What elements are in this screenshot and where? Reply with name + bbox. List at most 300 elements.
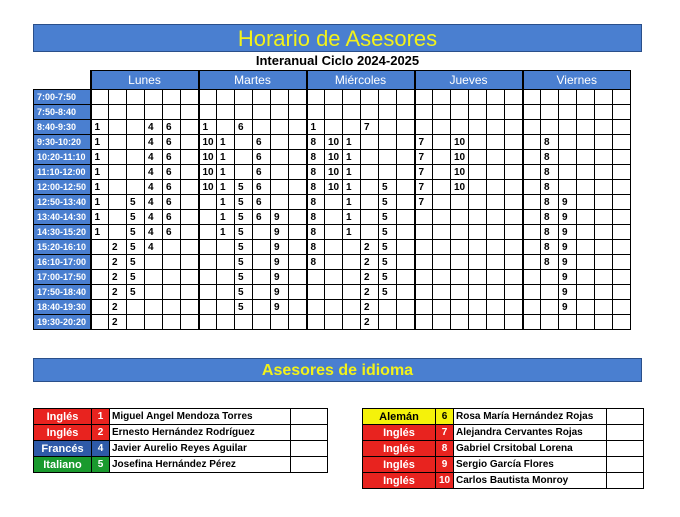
- schedule-cell: [523, 240, 541, 255]
- schedule-cell: [487, 180, 505, 195]
- schedule-cell: [343, 240, 361, 255]
- schedule-cell: [487, 285, 505, 300]
- advisor-number: 10: [436, 473, 454, 489]
- schedule-row: [34, 240, 631, 255]
- schedule-cell: 8: [307, 195, 325, 210]
- advisor-language: Inglés: [363, 457, 436, 473]
- schedule-cell: [289, 225, 307, 240]
- schedule-cell: [487, 105, 505, 120]
- schedule-cell: [415, 315, 433, 330]
- schedule-cell: 5: [379, 195, 397, 210]
- schedule-cell: 6: [253, 135, 271, 150]
- schedule-cell: [433, 120, 451, 135]
- schedule-cell: 6: [253, 180, 271, 195]
- schedule-cell: [235, 150, 253, 165]
- schedule-cell: [181, 300, 199, 315]
- schedule-cell: 9: [271, 285, 289, 300]
- schedule-cell: [595, 255, 613, 270]
- schedule-cell: [343, 255, 361, 270]
- schedule-cell: [523, 285, 541, 300]
- schedule-cell: [343, 285, 361, 300]
- schedule-cell: [613, 105, 631, 120]
- schedule-cell: [289, 255, 307, 270]
- day-header-row: [34, 71, 631, 90]
- schedule-cell: 10: [451, 180, 469, 195]
- schedule-cell: [397, 90, 415, 105]
- schedule-cell: [595, 105, 613, 120]
- schedule-cell: [289, 150, 307, 165]
- schedule-cell: [181, 285, 199, 300]
- schedule-cell: [271, 180, 289, 195]
- schedule-cell: [523, 105, 541, 120]
- schedule-cell: [505, 120, 523, 135]
- schedule-cell: [163, 105, 181, 120]
- schedule-cell: 10: [199, 150, 217, 165]
- schedule-cell: [271, 90, 289, 105]
- advisor-blank-cell: [607, 457, 644, 473]
- advisor-blank-cell: [291, 425, 328, 441]
- schedule-cell: 8: [541, 225, 559, 240]
- schedule-cell: [289, 165, 307, 180]
- schedule-cell: [415, 285, 433, 300]
- schedule-cell: [361, 165, 379, 180]
- schedule-cell: [325, 90, 343, 105]
- schedule-cell: [361, 225, 379, 240]
- schedule-cell: [253, 285, 271, 300]
- schedule-cell: [199, 240, 217, 255]
- schedule-cell: [91, 240, 109, 255]
- schedule-cell: [505, 270, 523, 285]
- schedule-cell: [361, 135, 379, 150]
- schedule-cell: [505, 210, 523, 225]
- schedule-cell: [577, 285, 595, 300]
- schedule-cell: [523, 180, 541, 195]
- schedule-cell: [217, 315, 235, 330]
- schedule-cell: 8: [541, 240, 559, 255]
- advisor-row: [363, 409, 644, 425]
- schedule-cell: [505, 105, 523, 120]
- schedule-cell: [451, 285, 469, 300]
- schedule-cell: [127, 105, 145, 120]
- schedule-cell: [289, 315, 307, 330]
- schedule-cell: [523, 300, 541, 315]
- schedule-cell: [469, 180, 487, 195]
- schedule-cell: 10: [199, 180, 217, 195]
- schedule-cell: [361, 105, 379, 120]
- schedule-cell: [289, 90, 307, 105]
- schedule-cell: [559, 90, 577, 105]
- schedule-cell: [469, 225, 487, 240]
- schedule-cell: 5: [235, 255, 253, 270]
- schedule-cell: [397, 165, 415, 180]
- schedule-cell: 6: [163, 195, 181, 210]
- schedule-cell: [127, 135, 145, 150]
- schedule-cell: 6: [163, 120, 181, 135]
- schedule-cell: [145, 255, 163, 270]
- schedule-cell: [505, 135, 523, 150]
- schedule-row: [34, 255, 631, 270]
- schedule-cell: [469, 240, 487, 255]
- schedule-cell: [253, 225, 271, 240]
- schedule-cell: [217, 105, 235, 120]
- schedule-cell: [361, 210, 379, 225]
- schedule-cell: [613, 270, 631, 285]
- page-subtitle: Interanual Ciclo 2024-2025: [255, 53, 420, 68]
- schedule-cell: [361, 90, 379, 105]
- schedule-cell: 2: [109, 255, 127, 270]
- schedule-cell: [577, 300, 595, 315]
- schedule-cell: [595, 300, 613, 315]
- schedule-cell: 9: [559, 195, 577, 210]
- schedule-cell: [253, 300, 271, 315]
- schedule-cell: [379, 315, 397, 330]
- schedule-cell: 6: [253, 195, 271, 210]
- schedule-cell: 1: [217, 150, 235, 165]
- schedule-row: [34, 195, 631, 210]
- schedule-cell: 4: [145, 210, 163, 225]
- schedule-cell: [253, 255, 271, 270]
- advisor-row: [363, 457, 644, 473]
- schedule-cell: [595, 270, 613, 285]
- advisor-number: 9: [436, 457, 454, 473]
- advisor-language: Inglés: [363, 441, 436, 457]
- schedule-row: [34, 180, 631, 195]
- schedule-cell: 1: [91, 225, 109, 240]
- schedule-cell: [613, 240, 631, 255]
- schedule-cell: 5: [379, 240, 397, 255]
- schedule-cell: [523, 270, 541, 285]
- schedule-cell: [109, 135, 127, 150]
- schedule-cell: [505, 165, 523, 180]
- schedule-cell: 6: [163, 225, 181, 240]
- schedule-cell: [433, 135, 451, 150]
- schedule-cell: [577, 180, 595, 195]
- schedule-cell: 8: [307, 135, 325, 150]
- schedule-cell: [487, 300, 505, 315]
- schedule-cell: 7: [415, 165, 433, 180]
- schedule-cell: [595, 120, 613, 135]
- schedule-cell: [469, 120, 487, 135]
- schedule-cell: [577, 195, 595, 210]
- schedule-cell: [181, 315, 199, 330]
- schedule-cell: [487, 210, 505, 225]
- advisor-language: Inglés: [34, 409, 92, 425]
- schedule-cell: [487, 240, 505, 255]
- schedule-cell: 9: [271, 270, 289, 285]
- schedule-cell: [487, 120, 505, 135]
- schedule-cell: [397, 120, 415, 135]
- schedule-cell: [505, 285, 523, 300]
- schedule-cell: 8: [541, 135, 559, 150]
- schedule-cell: [127, 120, 145, 135]
- advisor-row: [363, 473, 644, 489]
- schedule-cell: [235, 90, 253, 105]
- schedule-cell: [397, 300, 415, 315]
- schedule-cell: [307, 300, 325, 315]
- schedule-cell: [91, 285, 109, 300]
- schedule-cell: 7: [415, 135, 433, 150]
- schedule-cell: [451, 90, 469, 105]
- schedule-cell: [199, 285, 217, 300]
- schedule-cell: [361, 150, 379, 165]
- schedule-cell: 6: [163, 210, 181, 225]
- schedule-cell: 1: [91, 135, 109, 150]
- schedule-cell: 1: [343, 135, 361, 150]
- advisor-row: [363, 441, 644, 457]
- schedule-cell: 9: [271, 210, 289, 225]
- advisor-name: Alejandra Cervantes Rojas: [454, 425, 607, 441]
- schedule-cell: [415, 120, 433, 135]
- schedule-cell: [253, 240, 271, 255]
- schedule-cell: [595, 90, 613, 105]
- schedule-cell: [199, 210, 217, 225]
- schedule-cell: 5: [127, 270, 145, 285]
- time-slot: 8:40-9:30: [34, 120, 91, 135]
- advisor-row: [34, 457, 328, 473]
- schedule-cell: [379, 165, 397, 180]
- schedule-cell: 5: [235, 180, 253, 195]
- schedule-cell: 6: [253, 150, 271, 165]
- schedule-cell: 8: [541, 165, 559, 180]
- schedule-cell: 10: [325, 180, 343, 195]
- schedule-cell: [469, 165, 487, 180]
- schedule-cell: 9: [559, 300, 577, 315]
- schedule-cell: [325, 255, 343, 270]
- schedule-row: [34, 105, 631, 120]
- schedule-cell: 9: [271, 255, 289, 270]
- schedule-cell: [199, 270, 217, 285]
- schedule-cell: [523, 150, 541, 165]
- schedule-cell: [253, 90, 271, 105]
- schedule-cell: [541, 285, 559, 300]
- schedule-cell: 1: [343, 165, 361, 180]
- advisor-blank-cell: [607, 409, 644, 425]
- schedule-row: [34, 135, 631, 150]
- schedule-cell: [181, 120, 199, 135]
- schedule-cell: [613, 195, 631, 210]
- schedule-cell: 8: [541, 150, 559, 165]
- schedule-cell: [307, 90, 325, 105]
- schedule-cell: 1: [343, 195, 361, 210]
- advisor-row: [34, 425, 328, 441]
- schedule-cell: 5: [127, 210, 145, 225]
- schedule-cell: [613, 225, 631, 240]
- schedule-cell: [451, 120, 469, 135]
- schedule-cell: 10: [325, 165, 343, 180]
- schedule-cell: [235, 105, 253, 120]
- schedule-cell: 6: [253, 165, 271, 180]
- schedule-cell: [127, 315, 145, 330]
- schedule-cell: [451, 315, 469, 330]
- schedule-cell: [343, 300, 361, 315]
- schedule-cell: 1: [343, 210, 361, 225]
- schedule-cell: 4: [145, 150, 163, 165]
- schedule-cell: 6: [163, 165, 181, 180]
- schedule-cell: [145, 90, 163, 105]
- schedule-cell: 5: [379, 255, 397, 270]
- schedule-cell: 8: [541, 210, 559, 225]
- time-slot: 7:50-8:40: [34, 105, 91, 120]
- schedule-cell: [307, 105, 325, 120]
- schedule-cell: [397, 150, 415, 165]
- schedule-cell: [523, 120, 541, 135]
- schedule-cell: [577, 240, 595, 255]
- schedule-cell: 8: [307, 210, 325, 225]
- time-slot: 16:10-17:00: [34, 255, 91, 270]
- schedule-cell: [289, 180, 307, 195]
- schedule-cell: [523, 210, 541, 225]
- schedule-cell: [595, 285, 613, 300]
- schedule-cell: 6: [253, 210, 271, 225]
- schedule-cell: [613, 255, 631, 270]
- schedule-cell: [613, 90, 631, 105]
- schedule-cell: [289, 195, 307, 210]
- advisor-name: Carlos Bautista Monroy: [454, 473, 607, 489]
- schedule-cell: 1: [199, 120, 217, 135]
- schedule-cell: [433, 300, 451, 315]
- schedule-cell: [145, 300, 163, 315]
- schedule-cell: [451, 225, 469, 240]
- schedule-row: [34, 270, 631, 285]
- schedule-cell: [415, 270, 433, 285]
- schedule-table: [33, 70, 631, 330]
- schedule-cell: [451, 240, 469, 255]
- schedule-cell: [109, 90, 127, 105]
- schedule-cell: 1: [217, 210, 235, 225]
- advisor-number: 6: [436, 409, 454, 425]
- advisor-row: [363, 425, 644, 441]
- schedule-row: [34, 90, 631, 105]
- advisor-number: 2: [92, 425, 110, 441]
- schedule-cell: [109, 180, 127, 195]
- schedule-cell: [109, 165, 127, 180]
- schedule-cell: [613, 165, 631, 180]
- schedule-cell: 2: [109, 270, 127, 285]
- schedule-cell: [595, 315, 613, 330]
- schedule-cell: [217, 300, 235, 315]
- advisor-blank-cell: [291, 441, 328, 457]
- advisor-number: 5: [92, 457, 110, 473]
- schedule-cell: [505, 225, 523, 240]
- schedule-cell: [415, 105, 433, 120]
- day-header: Lunes: [91, 71, 199, 90]
- schedule-cell: [325, 105, 343, 120]
- schedule-cell: [325, 225, 343, 240]
- schedule-cell: 5: [235, 300, 253, 315]
- schedule-cell: 1: [217, 165, 235, 180]
- schedule-cell: 4: [145, 225, 163, 240]
- schedule-cell: [559, 105, 577, 120]
- schedule-cell: 1: [217, 225, 235, 240]
- schedule-cell: 2: [109, 240, 127, 255]
- schedule-cell: [181, 270, 199, 285]
- schedule-cell: 6: [163, 135, 181, 150]
- advisor-row: [34, 441, 328, 457]
- schedule-cell: 9: [271, 225, 289, 240]
- schedule-cell: [307, 315, 325, 330]
- schedule-cell: 4: [145, 240, 163, 255]
- schedule-cell: [199, 255, 217, 270]
- schedule-cell: [541, 90, 559, 105]
- schedule-cell: [109, 195, 127, 210]
- schedule-cell: [145, 270, 163, 285]
- schedule-cell: 2: [361, 285, 379, 300]
- schedule-cell: 5: [235, 225, 253, 240]
- schedule-cell: [379, 105, 397, 120]
- schedule-cell: [433, 165, 451, 180]
- advisor-language: Inglés: [34, 425, 92, 441]
- schedule-cell: [505, 90, 523, 105]
- schedule-cell: 1: [91, 195, 109, 210]
- schedule-cell: [397, 315, 415, 330]
- schedule-cell: [379, 300, 397, 315]
- schedule-cell: [127, 165, 145, 180]
- schedule-cell: [595, 225, 613, 240]
- schedule-row: [34, 285, 631, 300]
- schedule-cell: 5: [235, 195, 253, 210]
- schedule-cell: [397, 285, 415, 300]
- schedule-cell: [613, 285, 631, 300]
- schedule-cell: 8: [307, 240, 325, 255]
- schedule-cell: [505, 195, 523, 210]
- schedule-cell: [505, 150, 523, 165]
- schedule-cell: [487, 150, 505, 165]
- schedule-cell: 5: [379, 210, 397, 225]
- advisor-number: 8: [436, 441, 454, 457]
- schedule-cell: [91, 90, 109, 105]
- schedule-cell: [397, 225, 415, 240]
- schedule-cell: 8: [541, 180, 559, 195]
- schedule-cell: 5: [379, 180, 397, 195]
- schedule-cell: [577, 150, 595, 165]
- schedule-cell: [253, 315, 271, 330]
- schedule-cell: [271, 195, 289, 210]
- schedule-cell: [433, 90, 451, 105]
- schedule-cell: [379, 135, 397, 150]
- schedule-cell: [163, 285, 181, 300]
- schedule-cell: [487, 255, 505, 270]
- schedule-cell: [559, 165, 577, 180]
- schedule-cell: [559, 135, 577, 150]
- schedule-cell: [271, 315, 289, 330]
- schedule-cell: [325, 300, 343, 315]
- schedule-cell: [91, 315, 109, 330]
- time-slot: 15:20-16:10: [34, 240, 91, 255]
- schedule-cell: [397, 135, 415, 150]
- schedule-cell: [325, 195, 343, 210]
- time-slot: 10:20-11:10: [34, 150, 91, 165]
- schedule-cell: [109, 150, 127, 165]
- schedule-cell: 10: [325, 150, 343, 165]
- schedule-cell: [379, 120, 397, 135]
- schedule-cell: [487, 225, 505, 240]
- schedule-cell: 4: [145, 135, 163, 150]
- schedule-cell: 2: [109, 300, 127, 315]
- schedule-cell: 8: [307, 180, 325, 195]
- schedule-cell: 6: [163, 150, 181, 165]
- schedule-cell: 2: [109, 315, 127, 330]
- schedule-cell: [505, 315, 523, 330]
- schedule-cell: [271, 150, 289, 165]
- schedule-cell: 1: [343, 225, 361, 240]
- schedule-cell: [235, 315, 253, 330]
- schedule-cell: [343, 315, 361, 330]
- schedule-cell: 10: [451, 150, 469, 165]
- time-slot: 13:40-14:30: [34, 210, 91, 225]
- schedule-cell: [433, 225, 451, 240]
- schedule-cell: [523, 315, 541, 330]
- schedule-cell: [433, 270, 451, 285]
